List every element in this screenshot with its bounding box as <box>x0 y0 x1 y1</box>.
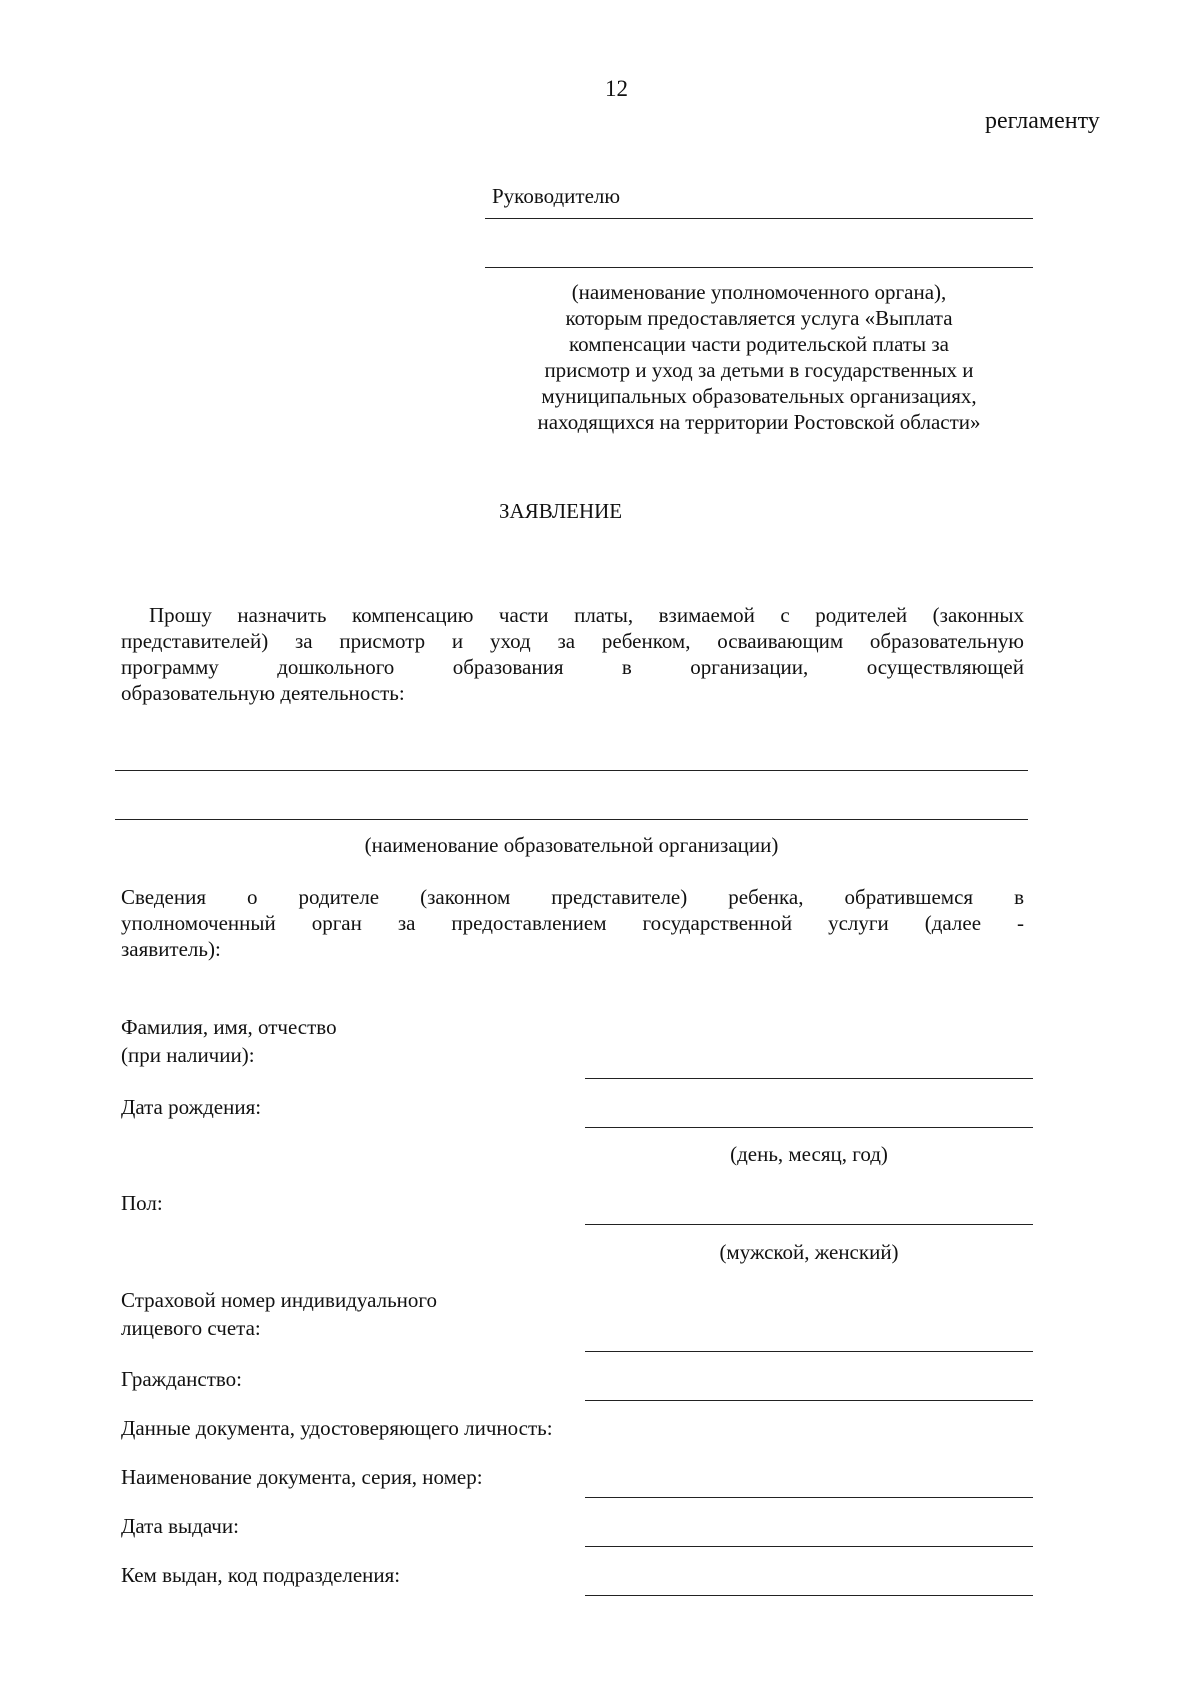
paragraph-line: Прошу назначить компенсацию части платы, взимаемой с родителей (законных <box>149 603 1024 627</box>
paragraph-line: Сведения о родителе (законном представителе) ребенка, обратившемся в <box>121 885 1024 909</box>
sex-label: Пол: <box>121 1191 163 1215</box>
paragraph-line: образовательную деятельность: <box>121 681 405 705</box>
addressee-caption <box>465 279 1053 435</box>
sex-field[interactable] <box>585 1224 1033 1225</box>
full-name-field[interactable] <box>585 1078 1033 1079</box>
paragraph-line: программу дошкольного образования в организации, осуществляющей <box>121 655 1024 679</box>
issue-date-field[interactable] <box>585 1546 1033 1547</box>
issue-date-label: Дата выдачи: <box>121 1514 239 1538</box>
birth-date-hint: (день, месяц, год) <box>730 1142 888 1166</box>
doc-name-field[interactable] <box>585 1497 1033 1498</box>
snils-field[interactable] <box>585 1351 1033 1352</box>
org-name-line-1[interactable] <box>115 770 1028 771</box>
citizenship-label: Гражданство: <box>121 1367 242 1391</box>
addressee-line-1[interactable] <box>485 218 1033 219</box>
snils-label-2: лицевого счета: <box>121 1316 261 1340</box>
full-name-label-2: (при наличии): <box>121 1043 255 1067</box>
citizenship-field[interactable] <box>585 1400 1033 1401</box>
issued-by-label: Кем выдан, код подразделения: <box>121 1563 401 1587</box>
addressee-caption-line: которым предоставляется услуга «Выплата <box>565 306 953 330</box>
addressee-caption-line: (наименование уполномоченного органа), <box>571 280 947 304</box>
doc-name-label: Наименование документа, серия, номер: <box>121 1465 483 1489</box>
applicant-paragraph <box>121 884 1024 962</box>
org-name-line-2[interactable] <box>115 819 1028 820</box>
org-caption: (наименование образовательной организации) <box>364 833 779 857</box>
paragraph-line: заявитель): <box>121 937 221 961</box>
request-paragraph <box>121 602 1024 706</box>
addressee-caption-line: муниципальных образовательных организациях, <box>541 384 977 408</box>
paragraph-line: представителей) за присмотр и уход за ребенком, осваивающим образовательную <box>121 629 1024 653</box>
sex-hint: (мужской, женский) <box>719 1240 899 1264</box>
id-document-heading: Данные документа, удостоверяющего личность: <box>121 1416 553 1440</box>
birth-date-label: Дата рождения: <box>121 1095 262 1119</box>
addressee-label: Руководителю <box>492 184 621 208</box>
birth-date-field[interactable] <box>585 1127 1033 1128</box>
full-name-label: Фамилия, имя, отчество <box>121 1015 337 1039</box>
header-right: регламенту <box>985 108 1100 134</box>
addressee-caption-line: присмотр и уход за детьми в государственных и <box>544 358 974 382</box>
document-title: ЗАЯВЛЕНИЕ <box>499 499 623 523</box>
addressee-line-2[interactable] <box>485 267 1033 268</box>
issued-by-field[interactable] <box>585 1595 1033 1596</box>
page-number: 12 <box>605 76 628 101</box>
snils-label: Страховой номер индивидуального <box>121 1288 437 1312</box>
paragraph-line: уполномоченный орган за предоставлением государственной услуги (далее - <box>121 911 1024 935</box>
addressee-caption-line: находящихся на территории Ростовской области» <box>537 410 981 434</box>
addressee-caption-line: компенсации части родительской платы за <box>568 332 950 356</box>
